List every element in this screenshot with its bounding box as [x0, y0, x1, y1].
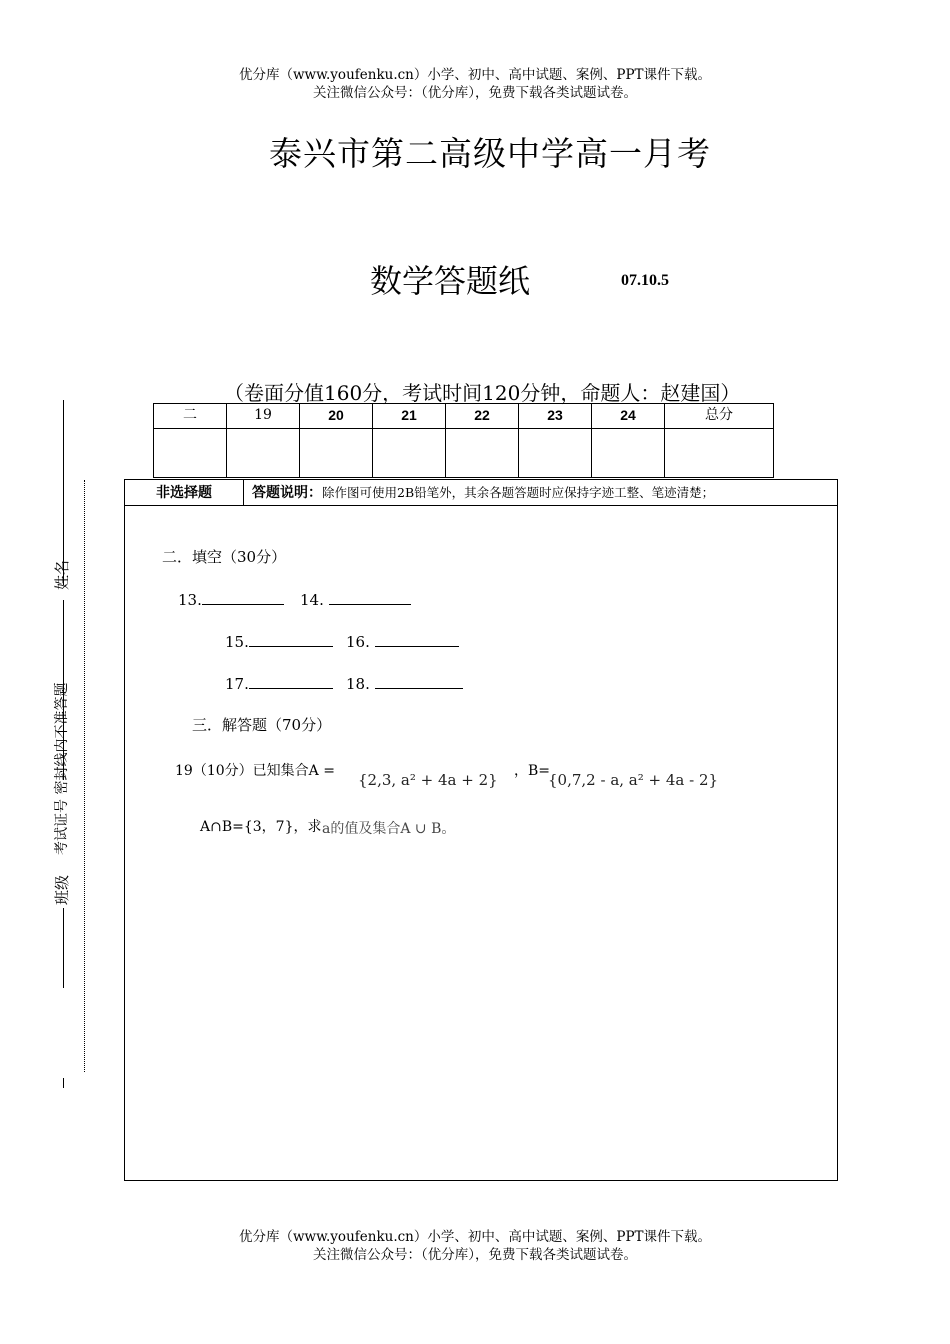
score-header-cell: 22	[446, 404, 519, 429]
score-entry-cell[interactable]	[665, 429, 774, 478]
footer-line-1: 优分库（www.youfenku.cn）小学、初中、高中试题、案例、PPT课件下载。	[238, 1229, 712, 1245]
score-entry-cell[interactable]	[154, 429, 227, 478]
score-header-cell: 二	[154, 404, 227, 429]
blank-17[interactable]	[225, 674, 333, 693]
score-entry-cell[interactable]	[373, 429, 446, 478]
blank-line	[375, 674, 463, 689]
class-label: 班级	[53, 874, 71, 905]
score-header-cell: 19	[227, 404, 300, 429]
blank-label: 18.	[346, 675, 375, 693]
score-header-cell: 总分	[665, 404, 774, 429]
set-b: {0,7,2 - a, a² + 4a - 2}	[548, 771, 719, 789]
section-label: 非选择题	[125, 480, 244, 505]
binding-line	[63, 400, 64, 585]
header-line-2: 关注微信公众号：（优分库），免费下载各类试题试卷。	[313, 85, 637, 101]
blank-15[interactable]	[225, 632, 333, 651]
binding-tick	[63, 1078, 64, 1088]
score-entry-cell[interactable]	[519, 429, 592, 478]
instructions-text: 除作图可使用2B铅笔外，其余各题答题时应保持字迹工整、笔迹清楚；	[322, 485, 715, 500]
blank-13[interactable]	[178, 590, 284, 609]
blank-line	[249, 632, 333, 647]
blank-label: 14.	[300, 591, 329, 609]
name-label: 姓名	[53, 559, 71, 590]
score-header-cell: 21	[373, 404, 446, 429]
blank-14[interactable]	[300, 590, 411, 609]
blank-line	[202, 590, 284, 605]
score-table	[153, 403, 774, 478]
blank-label: 15.	[225, 633, 249, 651]
score-header-cell: 24	[592, 404, 665, 429]
q19-condition: A∩B={3，7}，求	[200, 819, 322, 835]
exam-title: 泰兴市第二高级中学高一月考	[269, 134, 711, 173]
blank-label: 16.	[346, 633, 375, 651]
blank-line	[329, 590, 411, 605]
q19-prefix: 19（10分）已知集合A =	[175, 763, 335, 779]
q19-mid: ，B=	[514, 763, 551, 779]
footer-line-2: 关注微信公众号：（优分库），免费下载各类试题试卷。	[313, 1247, 637, 1263]
paper-title: 数学答题纸	[370, 262, 531, 300]
score-header-row	[154, 404, 774, 429]
q19-ask: a的值及集合A ∪ B。	[322, 821, 456, 837]
header-line-1: 优分库（www.youfenku.cn）小学、初中、高中试题、案例、PPT课件下载。	[238, 67, 712, 83]
exam-date: 07.10.5	[621, 272, 669, 289]
answer-frame-header	[125, 480, 837, 506]
blank-label: 17.	[225, 675, 249, 693]
seal-notice: 考试证号 密封线内不准答题	[54, 682, 70, 855]
score-entry-cell[interactable]	[300, 429, 373, 478]
score-entry-cell[interactable]	[592, 429, 665, 478]
instructions	[252, 480, 714, 505]
blank-label: 13.	[178, 591, 202, 609]
score-entry-cell[interactable]	[446, 429, 519, 478]
blank-16[interactable]	[346, 632, 459, 651]
score-entry-row	[154, 429, 774, 478]
solve-heading: 三．解答题（70分）	[192, 716, 332, 734]
seal-line	[84, 480, 85, 1072]
binding-line	[63, 908, 64, 988]
score-header-cell: 20	[300, 404, 373, 429]
score-header-cell: 23	[519, 404, 592, 429]
instructions-label: 答题说明：	[252, 484, 322, 500]
score-entry-cell[interactable]	[227, 429, 300, 478]
blank-line	[249, 674, 333, 689]
blank-line	[375, 632, 459, 647]
set-a: {2,3, a² + 4a + 2}	[358, 771, 498, 789]
fill-heading: 二．填空（30分）	[162, 548, 287, 566]
exam-info: （卷面分值160分，考试时间120分钟，命题人：赵建国）	[224, 381, 741, 405]
blank-18[interactable]	[346, 674, 463, 693]
